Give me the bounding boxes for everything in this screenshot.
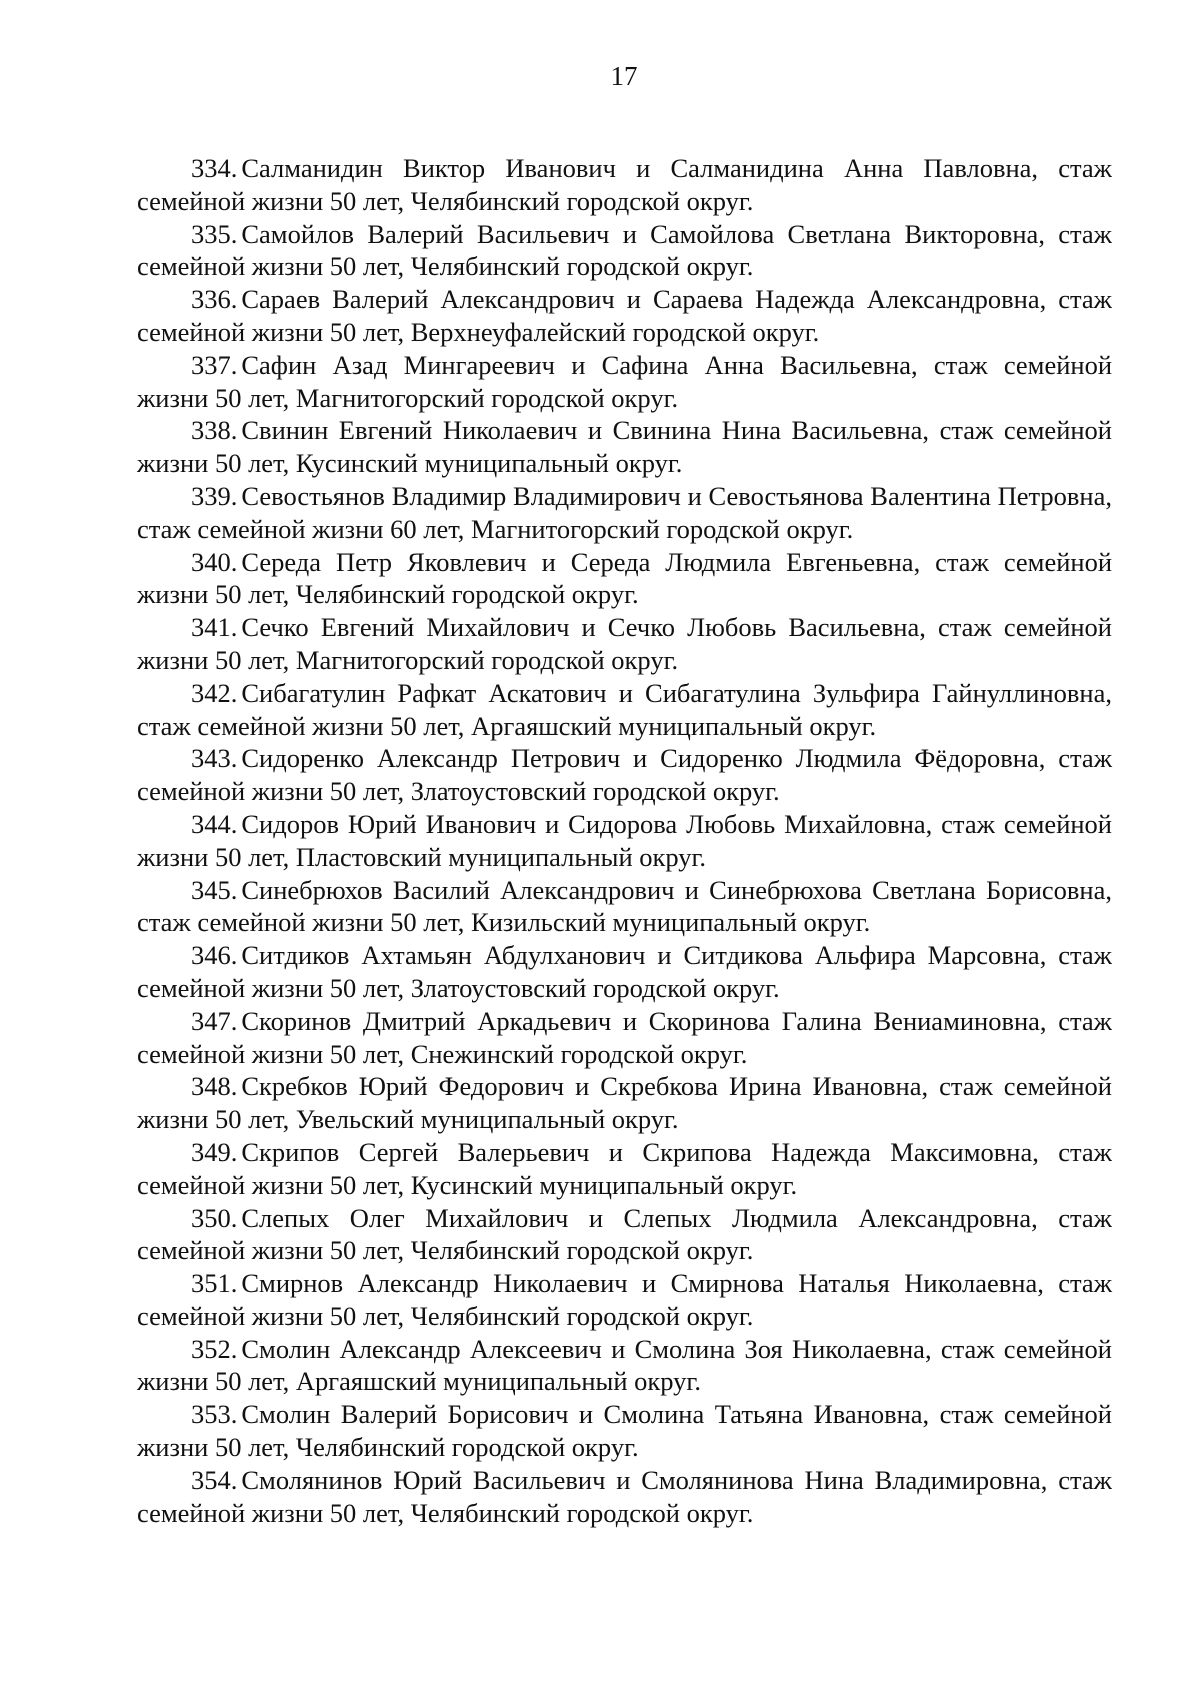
entry-text: Сидоренко Александр Петрович и Сидоренко Людмила Фёдоровна, стаж семейной жизни 50 лет, Златоустовский городской округ. (137, 743, 1112, 807)
entry-text: Смолянинов Юрий Васильевич и Смолянинова Нина Владимировна, стаж семейной жизни 50 лет, Челябинский городской округ. (137, 1464, 1112, 1528)
entry-text: Слепых Олег Михайлович и Слепых Людмила Александровна, стаж семейной жизни 50 лет, Челябинский городской округ. (137, 1202, 1112, 1266)
list-item (137, 1005, 1112, 1071)
list-item (137, 742, 1112, 808)
entry-number: 343. (191, 743, 238, 774)
list-item (137, 874, 1112, 940)
entry-text: Смолин Александр Алексеевич и Смолина Зоя Николаевна, стаж семейной жизни 50 лет, Аргаяшский муниципальный округ. (137, 1333, 1112, 1397)
entry-text: Смолин Валерий Борисович и Смолина Татьяна Ивановна, стаж семейной жизни 50 лет, Челябинский городской округ. (137, 1399, 1112, 1463)
entry-text: Севостьянов Владимир Владимирович и Севостьянова Валентина Петровна, стаж семейной жизни 60 лет, Магнитогорский городской округ. (137, 480, 1112, 544)
entry-number: 347. (191, 1005, 238, 1036)
list-item (137, 218, 1112, 284)
list-item (137, 1398, 1112, 1464)
list-item (137, 808, 1112, 874)
entry-number: 350. (191, 1202, 238, 1233)
entry-number: 336. (191, 284, 238, 315)
list-item (137, 1267, 1112, 1333)
list-item (137, 1333, 1112, 1399)
entry-number: 352. (191, 1333, 238, 1364)
entry-number: 349. (191, 1136, 238, 1167)
entry-number: 335. (191, 218, 238, 249)
list-item (137, 546, 1112, 612)
entry-text: Середа Петр Яковлевич и Середа Людмила Евгеньевна, стаж семейной жизни 50 лет, Челябинский городской округ. (137, 546, 1112, 610)
entry-number: 339. (191, 480, 238, 511)
entry-text: Сафин Азад Мингареевич и Сафина Анна Васильевна, стаж семейной жизни 50 лет, Магнитогорский городской округ. (137, 349, 1112, 413)
entry-number: 337. (191, 349, 238, 380)
entry-text: Сараев Валерий Александрович и Сараева Надежда Александровна, стаж семейной жизни 50 лет, Верхнеуфалейский городской округ. (137, 284, 1112, 347)
entry-text: Сидоров Юрий Иванович и Сидорова Любовь Михайловна, стаж семейной жизни 50 лет, Пластовский муниципальный округ. (137, 808, 1112, 872)
list-item (137, 1202, 1112, 1268)
entry-number: 338. (191, 415, 238, 446)
list-item (137, 349, 1112, 415)
entry-text: Смирнов Александр Николаевич и Смирнова Наталья Николаевна, стаж семейной жизни 50 лет, Челябинский городской округ. (137, 1268, 1112, 1331)
list-item (137, 677, 1112, 743)
entry-number: 353. (191, 1399, 238, 1430)
list-item (137, 1136, 1112, 1202)
entry-text: Синебрюхов Василий Александрович и Синебрюхова Светлана Борисовна, стаж семейной жизни 50 лет, Кизильский муниципальный округ. (137, 874, 1112, 938)
entry-number: 354. (191, 1464, 238, 1495)
entry-text: Свинин Евгений Николаевич и Свинина Нина Васильевна, стаж семейной жизни 50 лет, Кусинский муниципальный округ. (137, 415, 1112, 479)
list-item (137, 283, 1112, 349)
entry-number: 351. (191, 1268, 238, 1299)
entry-number: 346. (191, 940, 238, 971)
entry-number: 342. (191, 677, 238, 708)
entry-text: Скрипов Сергей Валерьевич и Скрипова Надежда Максимовна, стаж семейной жизни 50 лет, Кусинский муниципальный округ. (137, 1136, 1112, 1200)
entry-text: Скоринов Дмитрий Аркадьевич и Скоринова Галина Вениаминовна, стаж семейной жизни 50 лет, Снежинский городской округ. (137, 1005, 1112, 1069)
entry-number: 340. (191, 546, 238, 577)
entry-text: Салманидин Виктор Иванович и Салманидина Анна Павловна, стаж семейной жизни 50 лет, Челябинский городской округ. (137, 153, 1112, 216)
list-item (137, 152, 1112, 218)
entry-list (137, 152, 1112, 1529)
entry-number: 341. (191, 612, 238, 643)
list-item (137, 939, 1112, 1005)
entry-number: 348. (191, 1071, 238, 1102)
entry-number: 345. (191, 874, 238, 905)
entry-text: Сибагатулин Рафкат Аскатович и Сибагатулина Зульфира Гайнуллиновна, стаж семейной жизни 50 лет, Аргаяшский муниципальный округ. (137, 677, 1112, 741)
entry-text: Сечко Евгений Михайлович и Сечко Любовь Васильевна, стаж семейной жизни 50 лет, Магнитогорский городской округ. (137, 612, 1112, 675)
entry-number: 344. (191, 808, 238, 839)
entry-text: Скребков Юрий Федорович и Скребкова Ирина Ивановна, стаж семейной жизни 50 лет, Увельский муниципальный округ. (137, 1071, 1112, 1135)
list-item (137, 1464, 1112, 1530)
list-item (137, 414, 1112, 480)
page-number: 17 (610, 61, 638, 91)
list-item (137, 1070, 1112, 1136)
entry-number: 334. (191, 153, 238, 183)
list-item (137, 480, 1112, 546)
entry-text: Ситдиков Ахтамьян Абдулханович и Ситдикова Альфира Марсовна, стаж семейной жизни 50 лет, Златоустовский городской округ. (137, 940, 1112, 1003)
list-item (137, 611, 1112, 677)
entry-text: Самойлов Валерий Васильевич и Самойлова Светлана Викторовна, стаж семейной жизни 50 лет, Челябинский городской округ. (137, 218, 1112, 282)
